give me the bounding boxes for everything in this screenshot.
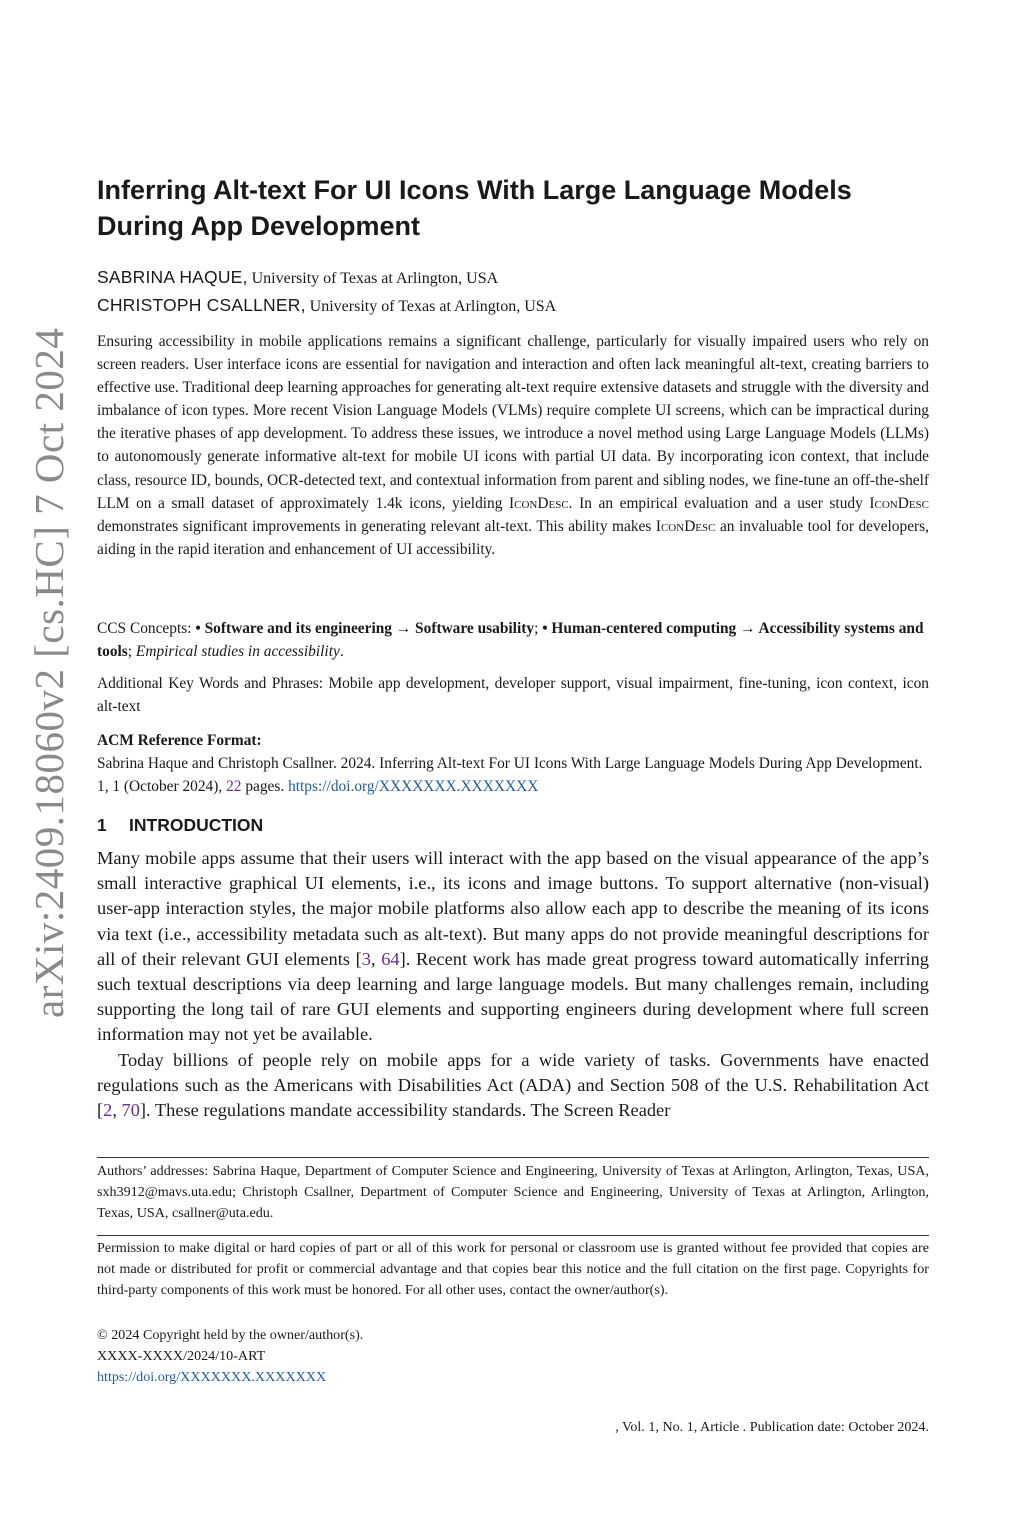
author-addresses: Authors’ addresses: Sabrina Haque, Department of Computer Science and Engineering, University of Texas at Arlington, Arlington, Texas, USA, sxh3912@mavs.uta.edu; Christoph Csallner, Department of Computer Science and Engineering, University of Texas at Arlington, Arlington, Texas, USA, csallner@uta.edu. [97, 1163, 929, 1222]
ccs-separator: ; [127, 643, 136, 660]
footnote-divider [97, 1235, 929, 1236]
ccs-separator: ; [534, 620, 543, 637]
citation-link[interactable]: 70 [121, 1100, 140, 1121]
paper-title [97, 172, 929, 244]
pages-suffix: pages. [241, 778, 289, 795]
section-title: INTRODUCTION [129, 815, 264, 835]
issn: XXXX-XXXX/2024/10-ART [97, 1348, 266, 1365]
abstract-text-2: . In an empirical evaluation and a user study [568, 494, 870, 512]
keywords: Additional Key Words and Phrases: Mobile app development, developer support, visual impairment, fine-tuning, icon context, icon alt-text [97, 675, 929, 715]
author-2-affiliation: University of Texas at Arlington, USA [305, 298, 557, 315]
author-list [97, 264, 929, 320]
abstract [97, 330, 929, 561]
ccs-concept-3: Empirical studies in accessibility [135, 643, 340, 660]
paragraph-text: Today billions of people rely on mobile apps for a wide variety of tasks. Governments have enacted regulations such as the Americans with Disabilities Act (ADA) and Section 508 of the U.S. Rehabilitation Act [ [97, 1049, 929, 1121]
title-line-2: During App Development [97, 211, 421, 241]
page-count-link[interactable]: 22 [226, 778, 242, 795]
citation-link[interactable]: 64 [381, 948, 400, 969]
publication-metadata [97, 1325, 929, 1389]
title-line-1: Inferring Alt-text For UI Icons With Large Language Models [97, 175, 852, 205]
citation-link[interactable]: 2 [103, 1100, 113, 1121]
section-heading [97, 815, 929, 836]
ccs-end: . [339, 643, 344, 660]
footnote-divider [97, 1157, 929, 1158]
acm-reference-heading: ACM Reference Format: [97, 732, 262, 749]
section-number: 1 [97, 815, 107, 835]
acm-reference [97, 729, 929, 798]
doi-link[interactable]: https://doi.org/XXXXXXX.XXXXXXX [97, 1369, 327, 1386]
arxiv-identifier: arXiv:2409.18060v2 [cs.HC] 7 Oct 2024 [26, 327, 72, 1018]
paragraph-2 [97, 1048, 929, 1124]
introduction-body [97, 846, 929, 1123]
author-1-affiliation: University of Texas at Arlington, USA [247, 270, 499, 287]
paragraph-1 [97, 846, 929, 1048]
abstract-text-4: an invaluable tool for developers, aiding in the rapid iteration and enhancement of UI accessibility. [97, 517, 929, 558]
acm-reference-text [97, 752, 929, 798]
citation-separator: , [370, 948, 382, 969]
citation-separator: , [112, 1100, 122, 1121]
citation-link[interactable]: 3 [361, 948, 371, 969]
acm-reference-citation: Sabrina Haque and Christoph Csallner. 2024. Inferring Alt-text For UI Icons With Large Language Models During App Development. 1, 1 (October 2024), [97, 755, 923, 795]
tool-name: IconDesc [869, 494, 929, 512]
ccs-label: CCS Concepts: [97, 620, 196, 637]
abstract-text-1: Ensuring accessibility in mobile applications remains a significant challenge, particularly for visually impaired users who rely on screen readers. User interface icons are essential for navigation and interaction and often lack meaningful alt-text, creating barriers to effective use. Traditional deep learning approaches for generating alt-text require extensive datasets and struggle with the diversity and imbalance of icon types. More recent Vision Language Models (VLMs) require complete UI screens, which can be impractical during the iterative phases of app development. To address these issues, we introduce a novel method using Large Language Models (LLMs) to autonomously generate informative alt-text for mobile UI icons with partial UI data. By incorporating icon context, that include class, resource ID, bounds, OCR-detected text, and contextual information from parent and sibling nodes, we fine-tune an off-the-shelf LLM on a small dataset of approximately 1.4k icons, yielding [97, 333, 929, 512]
ccs-concept-2: • Human-centered computing → Accessibility systems and tools [97, 620, 924, 660]
paragraph-text: Many mobile apps assume that their users will interact with the app based on the visual appearance of the app’s small interactive graphical UI elements, i.e., its icons and image buttons. To support alternative (non-visual) user-app interaction styles, the major mobile platforms also allow each app to describe the meaning of its icons via text (i.e., accessibility metadata such as alt-text). But many apps do not provide meaningful descriptions for all of their relevant GUI elements [ [97, 848, 929, 969]
page-footer: , Vol. 1, No. 1, Article . Publication date: October 2024. [615, 1419, 929, 1435]
author-2 [97, 292, 929, 320]
abstract-text-3: demonstrates significant improvements in generating relevant alt-text. This ability makes [97, 517, 656, 535]
paragraph-text: ]. These regulations mandate accessibility standards. The Screen Reader [139, 1100, 671, 1121]
ccs-concept-1: • Software and its engineering → Software usability [195, 620, 535, 637]
permission-notice: Permission to make digital or hard copies of part or all of this work for personal or classroom use is granted without fee provided that copies are not made or distributed for profit or commercial advantage and that copies bear this notice and the full citation on the first page. Copyrights for third-party components of this work must be honored. For all other uses, contact the owner/author(s). [97, 1240, 929, 1299]
copyright: © 2024 Copyright held by the owner/author(s). [97, 1327, 364, 1343]
author-1 [97, 264, 929, 292]
paragraph-text: ]. Recent work has made great progress toward automatically inferring such textual descriptions via deep learning and large language models. But many challenges remain, including supporting the long tail of rare GUI elements and supporting engineers during development where full screen information may not yet be available. [97, 948, 930, 1045]
author-1-name: SABRINA HAQUE, [97, 267, 248, 287]
author-2-name: CHRISTOPH CSALLNER, [97, 295, 306, 315]
tool-name: IconDesc [655, 517, 716, 535]
tool-name: IconDesc [509, 494, 569, 512]
ccs-concepts [97, 617, 929, 663]
doi-link[interactable]: https://doi.org/XXXXXXX.XXXXXXX [288, 778, 539, 795]
